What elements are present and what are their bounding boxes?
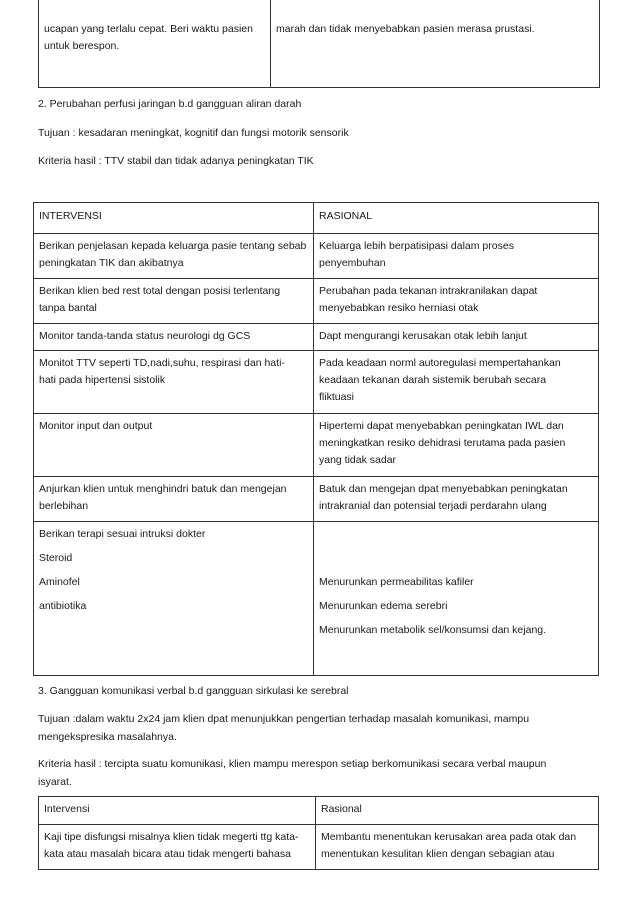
cell-text: Perubahan pada tekanan intrakranilakan dapat (319, 285, 538, 297)
table-cell (314, 324, 599, 351)
cell-text: hati pada hipertensi sistolik (39, 374, 166, 386)
table-cell (34, 279, 314, 324)
section-heading: 3. Gangguan komunikasi verbal b.d gangguan sirkulasi ke serebral (38, 685, 349, 697)
header-cell: RASIONAL (314, 203, 599, 234)
cell-text: Monitor input dan output (39, 420, 153, 432)
section-heading: 2. Perubahan perfusi jaringan b.d gangguan aliran darah (38, 98, 302, 110)
cell-text: tanpa bantal (39, 302, 97, 314)
table-cell (34, 522, 314, 676)
intervention-table (33, 202, 599, 676)
table-cell (314, 279, 599, 324)
cell-text: penyembuhan (319, 257, 386, 269)
table-cell (271, 0, 600, 88)
cell-text: Pada keadaan norml autoregulasi mempertahankan (319, 357, 561, 369)
table-cell (314, 234, 599, 279)
table-row (34, 279, 599, 324)
table-header-row (39, 797, 599, 825)
cell-text: intrakranial dan potensial terjadi perdarahn ulang (319, 500, 547, 512)
cell-text: meningkatkan resiko dehidrasi terutama pada pasien (319, 437, 566, 449)
cell-text: Berikan penjelasan kepada keluarga pasie tentang sebab (39, 240, 307, 252)
cell-text: untuk berespon. (44, 40, 120, 52)
cell-text: Menurunkan permeabilitas kafiler (319, 576, 474, 588)
cell-text (319, 526, 593, 550)
kriteria-line: isyarat. (38, 776, 72, 788)
table-cell (314, 414, 599, 477)
cell-text (319, 550, 593, 574)
cell-text: Anjurkan klien untuk menghindri batuk dan mengejan (39, 483, 287, 495)
cell-text: Aminofel (39, 576, 80, 588)
cell-text: Keluarga lebih berpatisipasi dalam proses (319, 240, 514, 252)
table-cell (314, 477, 599, 522)
table-row (34, 477, 599, 522)
kriteria-text: Kriteria hasil : TTV stabil dan tidak adanya peningkatan TIK (38, 155, 314, 167)
cell-text: menyebabkan resiko herniasi otak (319, 302, 479, 314)
cell-text: Menurunkan edema serebri (319, 600, 448, 612)
cell-text: ucapan yang terlalu cepat. Beri waktu pasien (44, 23, 253, 35)
cell-text: Membantu menentukan kerusakan area pada otak dan (321, 831, 577, 843)
table-row (34, 414, 599, 477)
header-cell: Rasional (316, 797, 599, 825)
table-cell (34, 477, 314, 522)
table-cell (34, 351, 314, 414)
cell-text: Hipertemi dapat menyebabkan peningkatan IWL dan (319, 420, 564, 432)
table-cell (314, 522, 599, 676)
cell-text: Steroid (39, 552, 73, 564)
table-cell (34, 414, 314, 477)
communication-table (38, 796, 599, 870)
table-row (39, 0, 600, 88)
cell-text: fliktuasi (319, 391, 355, 403)
cell-text: Kaji tipe disfungsi misalnya klien tidak megerti ttg kata- (44, 831, 299, 843)
table-row (34, 351, 599, 414)
table-cell (316, 825, 599, 870)
cell-text: menentukan kesulitan klien dengan sebagian atau (321, 848, 555, 860)
cell-text: Batuk dan mengejan dpat menyebabkan peningkatan (319, 483, 568, 495)
table-cell (34, 324, 314, 351)
cell-text: antibiotika (39, 600, 87, 612)
cell-text: peningkatan TIK dan akibatnya (39, 257, 184, 269)
top-table (38, 0, 600, 88)
kriteria-text (38, 755, 598, 791)
cell-text: keadaan tekanan darah sistemik berubah secara (319, 374, 547, 386)
table-cell (314, 351, 599, 414)
header-cell: INTERVENSI (34, 203, 314, 234)
table-row (39, 825, 599, 870)
cell-text: Monitor tanda-tanda status neurologi dg GCS (39, 330, 251, 342)
cell-text: Berikan klien bed rest total dengan posisi terlentang (39, 285, 281, 297)
cell-text: Monitot TTV seperti TD,nadi,suhu, respirasi dan hati- (39, 357, 285, 369)
table-cell (34, 234, 314, 279)
table-row (34, 522, 599, 676)
cell-text: kata atau masalah bicara atau tidak mengerti bahasa (44, 848, 291, 860)
cell-text: Dapt mengurangi kerusakan otak lebih lanjut (319, 330, 527, 342)
tujuan-line: Tujuan :dalam waktu 2x24 jam klien dpat menunjukkan pengertian terhadap masalah komunikasi, mampu (38, 713, 530, 725)
cell-text: marah dan tidak menyebabkan pasien merasa prustasi. (276, 23, 535, 35)
table-header-row (34, 203, 599, 234)
cell-text: berlebihan (39, 500, 89, 512)
tujuan-line: mengekspresika masalahnya. (38, 731, 177, 743)
cell-text: yang tidak sadar (319, 454, 397, 466)
cell-text: Berikan terapi sesuai intruksi dokter (39, 528, 206, 540)
tujuan-text: Tujuan : kesadaran meningkat, kognitif dan fungsi motorik sensorik (38, 127, 349, 139)
tujuan-text (38, 710, 598, 746)
cell-text: Menurunkan metabolik sel/konsumsi dan kejang. (319, 624, 547, 636)
table-row (34, 234, 599, 279)
table-row (34, 324, 599, 351)
table-cell (39, 825, 316, 870)
table-cell (39, 0, 271, 88)
kriteria-line: Kriteria hasil : tercipta suatu komunikasi, klien mampu merespon setiap berkomunikasi secara verbal maupun (38, 758, 547, 770)
header-cell: Intervensi (39, 797, 316, 825)
